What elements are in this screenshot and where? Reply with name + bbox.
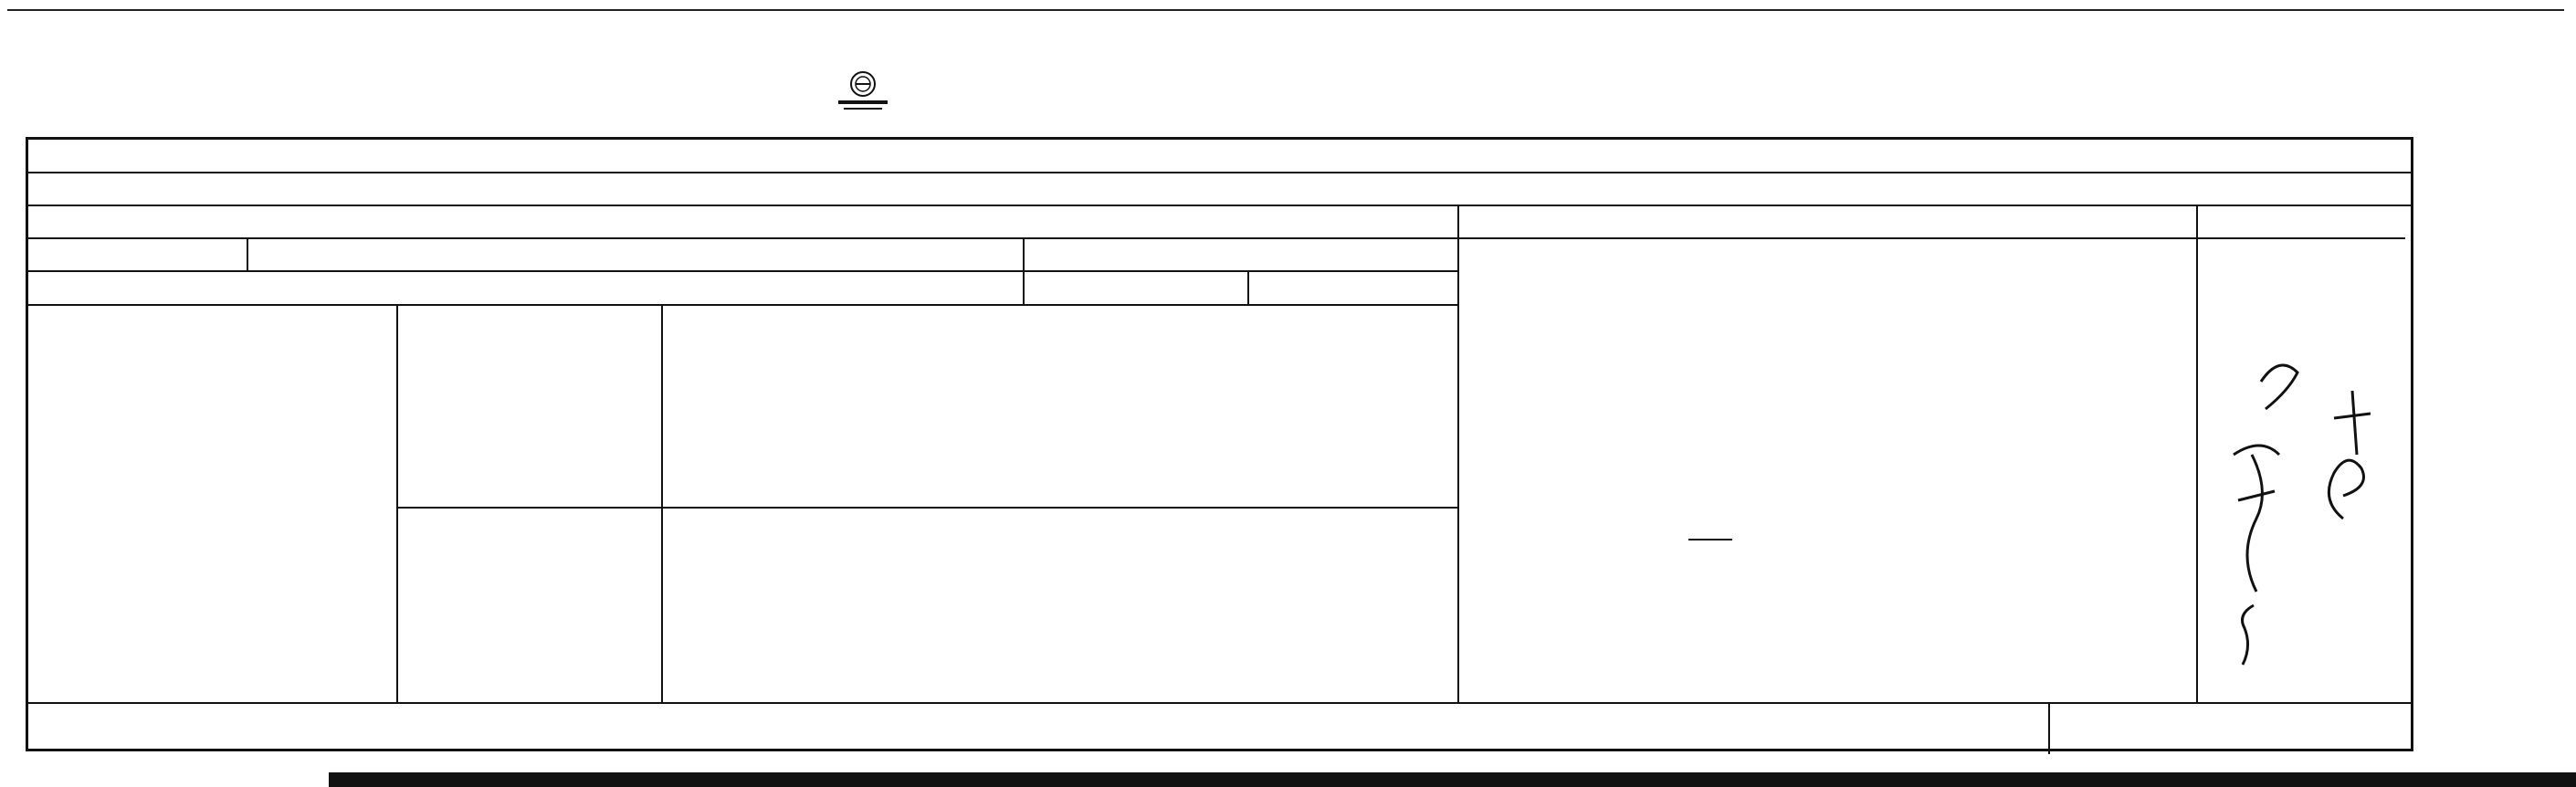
row-rule xyxy=(28,270,1457,272)
signature-mark xyxy=(1688,539,1732,540)
col-rule xyxy=(2196,205,2198,702)
col-rule xyxy=(661,304,663,702)
footer-rule xyxy=(28,702,2411,704)
document-cell xyxy=(254,240,265,271)
admission-cell xyxy=(1028,240,1037,271)
col-rule xyxy=(396,304,398,702)
row-rule xyxy=(28,172,2411,173)
col-rule xyxy=(1457,205,1459,702)
row-rule xyxy=(28,304,1457,306)
col-rule xyxy=(1247,270,1249,304)
row-rule xyxy=(396,507,1457,509)
barcode xyxy=(1496,55,2179,126)
row-rule xyxy=(28,205,2411,206)
top-rule xyxy=(7,9,2564,11)
side-rule xyxy=(2411,140,2413,702)
col-rule xyxy=(247,237,248,270)
bottom-bar xyxy=(329,772,2576,787)
row-rule xyxy=(28,237,2405,239)
col-rule xyxy=(2048,702,2050,754)
handwritten-observation xyxy=(2206,318,2403,692)
certipostal-seal-icon xyxy=(831,66,895,116)
waybill-frame xyxy=(26,137,2413,751)
col-rule xyxy=(1023,237,1025,304)
